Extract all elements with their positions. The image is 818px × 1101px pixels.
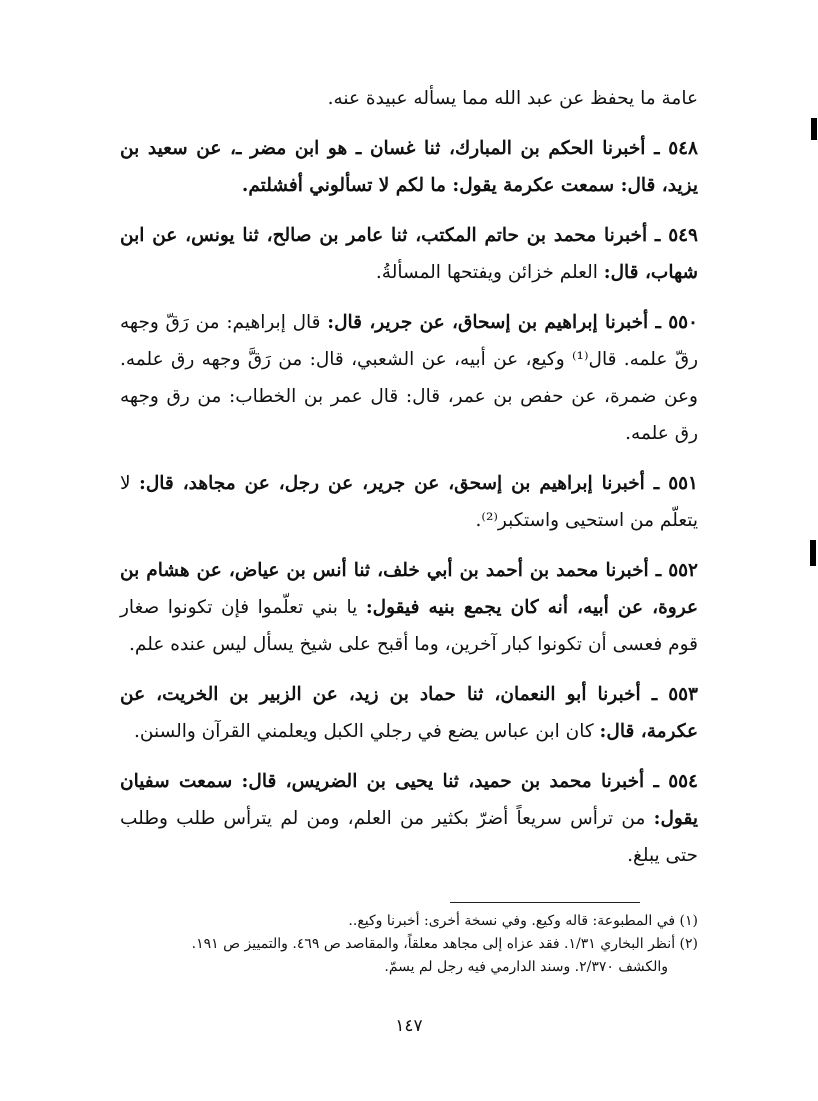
paragraph-text: يا بني تعلّموا فإن تكونوا صغار قوم فعسى أن تكونوا كبار آخرين، وما أقبح على شيخ يسأل ليس عنده علم. (120, 597, 698, 655)
paragraph-554 (120, 763, 698, 874)
paragraph-552 (120, 552, 698, 663)
paragraph-text: لا يتعلّم من استحيى واستكبر⁽²⁾. (120, 473, 698, 531)
paragraph-text: قال إبراهيم: من رَقّ وجهه رقّ علمه. قال⁽¹⁾ وكيع، عن أبيه، عن الشعبي، قال: من رَقَّ وجهه رق علمه. وعن ضمرة، عن حفص بن عمر، قال: قال عمر بن الخطاب: من رق وجهه رق علمه. (120, 312, 699, 444)
paragraph-548 (120, 130, 698, 204)
paragraph-549 (120, 217, 698, 291)
paragraph-553 (120, 676, 698, 750)
footnote-2: (٢) أنظر البخاري ١/٣١. فقد عزاه إلى مجاهد معلقاً، والمقاصد ص ٤٦٩. والتمييز ص ١٩١. (191, 936, 698, 952)
scan-edge-mark (811, 118, 817, 140)
paragraph-bold-text: ٥٥٣ ـ أخبرنا أبو النعمان، ثنا حماد بن زيد، عن الزبير بن الخريت، عن عكرمة، قال: (120, 684, 698, 742)
paragraph-text: من ترأس سريعاً أضرّ بكثير من العلم، ومن لم يترأس طلب وطلب حتى يبلغ. (120, 808, 698, 866)
paragraph-intro (120, 80, 698, 117)
page-number: ١٤٧ (395, 1016, 423, 1036)
footnote-2-continued: والكشف ٢/٣٧٠. وسند الدارمي فيه رجل لم يسمّ. (384, 959, 668, 975)
footnotes (120, 910, 698, 979)
scan-edge-mark (810, 540, 816, 566)
footnote-1: (١) في المطبوعة: قاله وكيع. وفي نسخة أخرى: أخبرنا وكيع.. (348, 913, 698, 929)
paragraph-bold-text: ٥٥١ ـ أخبرنا إبراهيم بن إسحق، عن جرير، عن رجل، عن مجاهد، قال: (138, 473, 698, 494)
paragraph-bold-text: ٥٥٤ ـ أخبرنا محمد بن حميد، ثنا يحيى بن الضريس، قال: سمعت سفيان يقول: (120, 771, 698, 829)
paragraph-bold-text: ٥٥٢ ـ أخبرنا محمد بن أحمد بن أبي خلف، ثنا أنس بن عياض، عن هشام بن عروة، عن أبيه، أنه كان يجمع بنيه فيقول: (120, 560, 698, 618)
paragraph-text: كان ابن عباس يضع في رجلي الكبل ويعلمني القرآن والسنن. (134, 721, 600, 742)
paragraph-text: العلم خزائن ويفتحها المسألةُ. (375, 262, 604, 283)
paragraph-550 (120, 304, 698, 452)
paragraph-551 (120, 465, 698, 539)
paragraph-bold-text: ٥٤٩ ـ أخبرنا محمد بن حاتم المكتب، ثنا عامر بن صالح، ثنا يونس، عن ابن شهاب، قال: (120, 225, 698, 283)
paragraph-bold-text: ٥٥٠ ـ أخبرنا إبراهيم بن إسحاق، عن جرير، قال: (327, 312, 698, 333)
footnote-divider (450, 902, 640, 903)
paragraph-bold-text: ٥٤٨ ـ أخبرنا الحكم بن المبارك، ثنا غسان ـ هو ابن مضر ـ، عن سعيد بن يزيد، قال: سمعت عكرمة يقول: ما لكم لا تسألوني أفشلتم. (120, 138, 698, 196)
paragraph-text: عامة ما يحفظ عن عبد الله مما يسأله عبيدة عنه. (327, 88, 698, 109)
main-text (120, 80, 698, 887)
